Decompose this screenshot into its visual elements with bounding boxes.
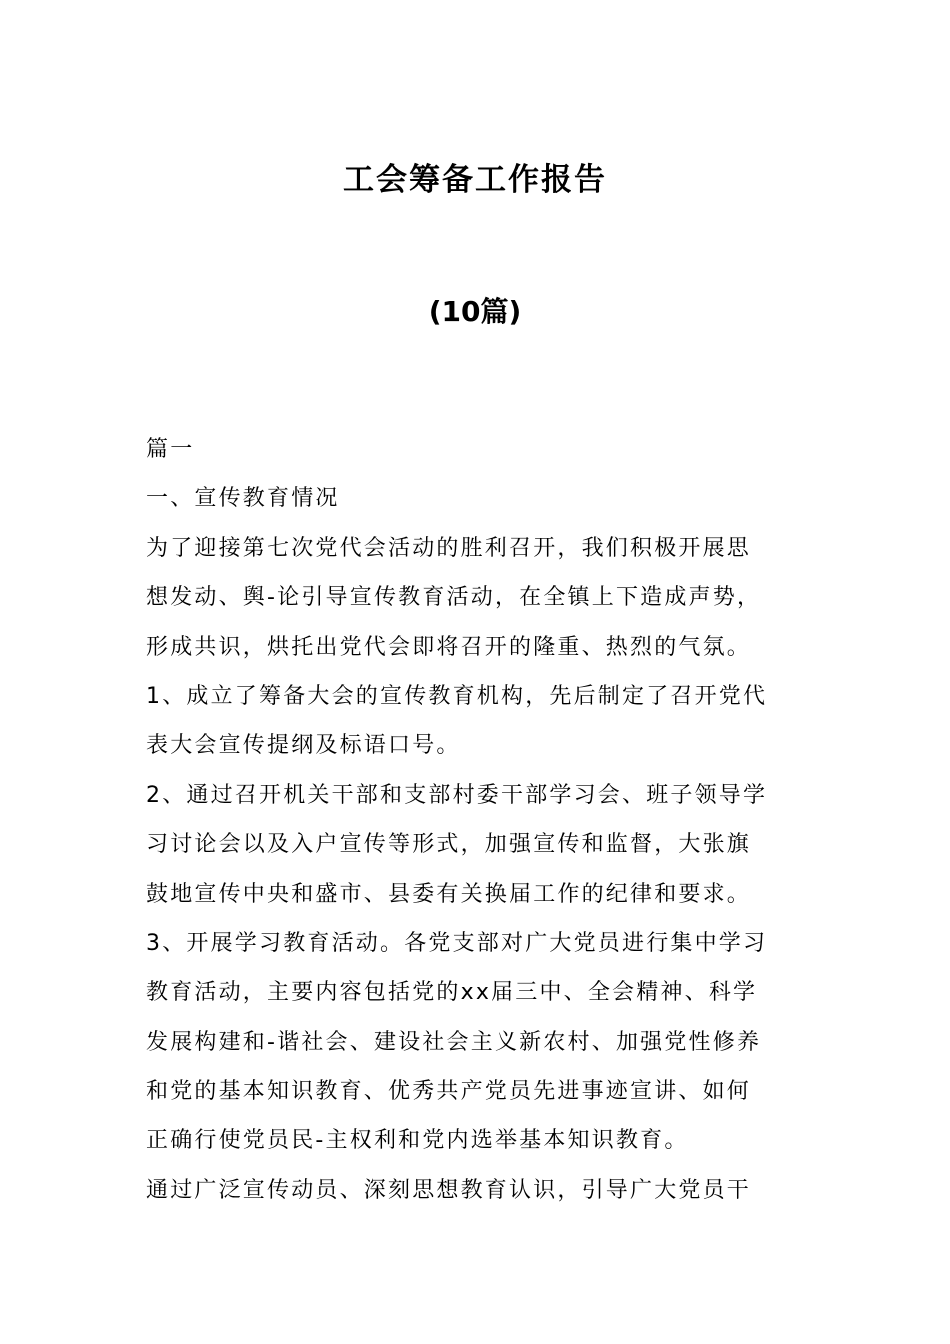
body-line: 3、开展学习教育活动。各党支部对广大党员进行集中学习: [146, 930, 768, 956]
body-line: 鼓地宣传中央和盛市、县委有关换届工作的纪律和要求。: [146, 881, 752, 907]
body-line: 教育活动，主要内容包括党的xx届三中、全会精神、科学: [146, 980, 758, 1006]
body-line: 正确行使党员民-主权利和党内选举基本知识教育。: [146, 1128, 689, 1154]
document-body: [146, 425, 811, 1215]
body-line: 和党的基本知识教育、优秀共产党员先进事迹宣讲、如何: [146, 1079, 752, 1105]
body-line: 2、通过召开机关干部和支部村委干部学习会、班子领导学: [146, 782, 768, 808]
body-line: 通过广泛宣传动员、深刻思想教育认识，引导广大党员干: [146, 1177, 752, 1203]
body-line: 想发动、舆-论引导宣传教育活动，在全镇上下造成声势，: [146, 585, 762, 611]
body-line: 发展构建和-谐社会、建设社会主义新农村、加强党性修养: [146, 1029, 762, 1055]
document-title: 工会筹备工作报告: [343, 162, 607, 198]
body-line: 表大会宣传提纲及标语口号。: [146, 733, 461, 759]
body-line: 形成共识，烘托出党代会即将召开的隆重、热烈的气氛。: [146, 634, 752, 660]
section-heading-part: 篇一: [146, 437, 195, 462]
body-line: 习讨论会以及入户宣传等形式，加强宣传和监督，大张旗: [146, 832, 752, 858]
section-heading: 一、宣传教育情况: [146, 486, 340, 512]
body-line: 为了迎接第七次党代会活动的胜利召开，我们积极开展思: [146, 535, 752, 561]
document-subtitle: (10篇): [428, 295, 522, 328]
body-line: 1、成立了筹备大会的宣传教育机构，先后制定了召开党代: [146, 683, 768, 709]
